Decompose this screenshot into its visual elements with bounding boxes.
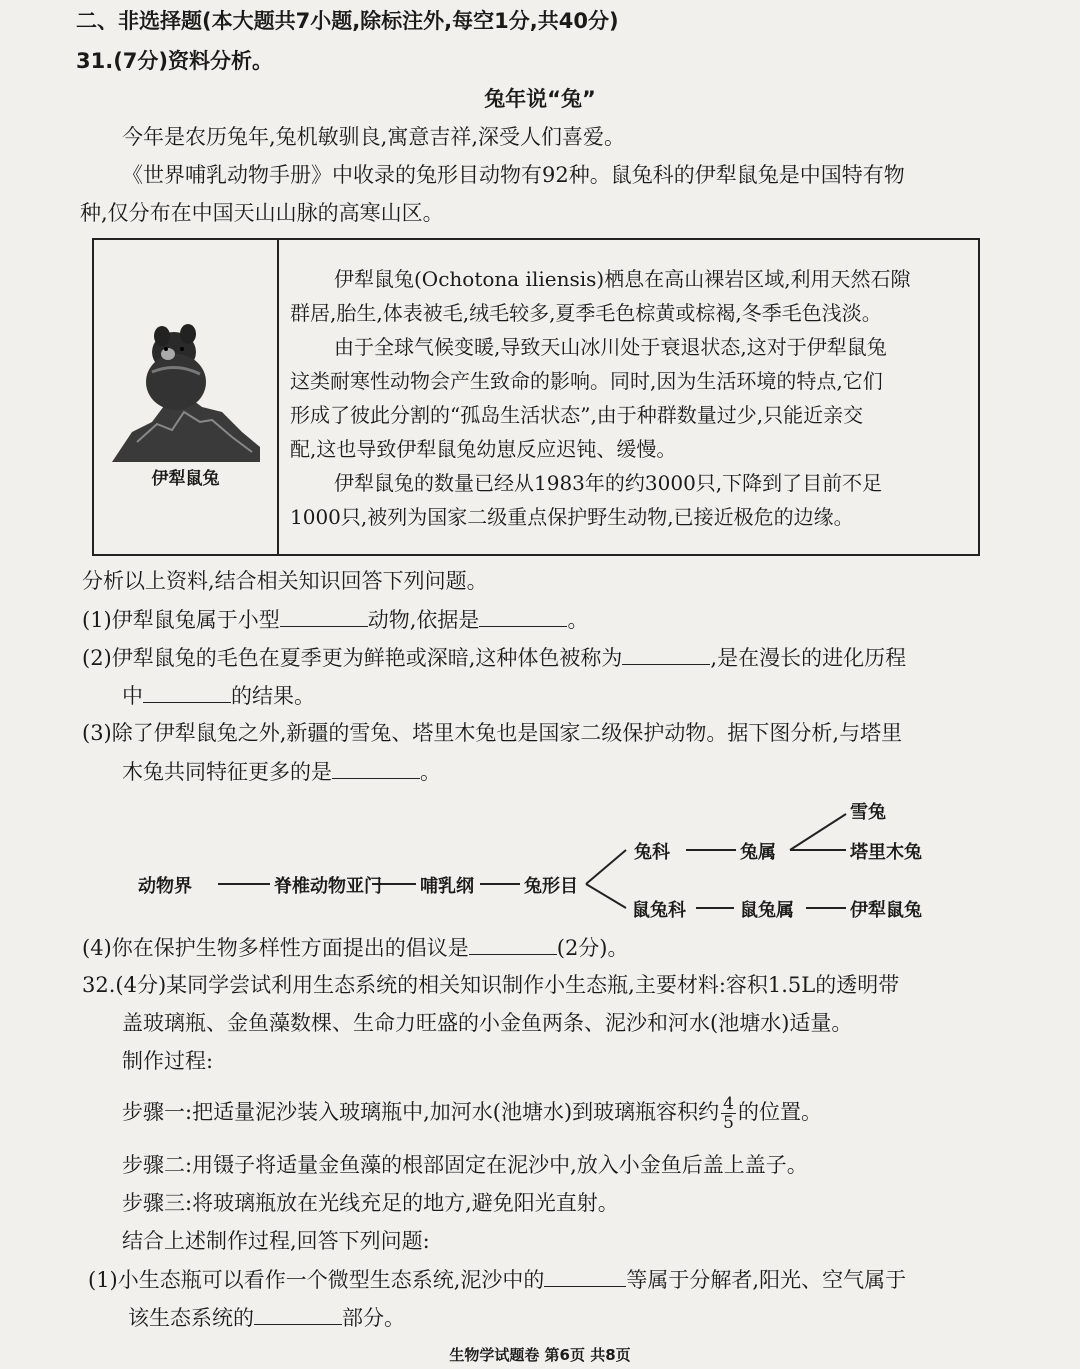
tree-node-family-2: 鼠兔科 (632, 900, 686, 921)
answer-blank[interactable] (544, 1264, 626, 1287)
paragraph-2-line-1: 《世界哺乳动物手册》中收录的兔形目动物有92种。鼠兔科的伊犁鼠兔是中国特有物 (122, 163, 905, 187)
answer-blank[interactable] (280, 604, 368, 627)
box-line-4: 这类耐寒性动物会产生致命的影响。同时,因为生活环境的特点,它们 (290, 369, 883, 393)
pika-caption: 伊犁鼠兔 (151, 469, 220, 489)
answer-blank[interactable] (622, 642, 710, 665)
question-31-1: (1)伊犁鼠兔属于小型 动物,依据是 。 (82, 604, 588, 635)
step-3: 步骤三:将玻璃瓶放在光线充足的地方,避免阳光直射。 (122, 1191, 619, 1215)
answer-blank[interactable] (143, 680, 231, 703)
question-32-heading-line-1: 32.(4分)某同学尝试利用生态系统的相关知识制作小生态瓶,主要材料:容积1.5L的透明带 (82, 973, 900, 997)
box-line-2: 群居,胎生,体表被毛,绒毛较多,夏季毛色棕黄或棕褐,冬季毛色浅淡。 (290, 301, 882, 325)
answer-blank[interactable] (254, 1302, 342, 1325)
tree-node-class: 哺乳纲 (420, 876, 474, 897)
tree-node-species-1a: 雪兔 (850, 802, 886, 823)
paragraph-1: 今年是农历兔年,兔机敏驯良,寓意吉祥,深受人们喜爱。 (122, 125, 626, 149)
question-31-3-line-1: (3)除了伊犁鼠兔之外,新疆的雪兔、塔里木兔也是国家二级保护动物。据下图分析,与塔里 (82, 721, 903, 745)
box-line-1: 伊犁鼠兔(Ochotona iliensis)栖息在高山裸岩区域,利用天然石隙 (334, 267, 911, 291)
tree-node-species-2: 伊犁鼠兔 (850, 900, 922, 921)
answer-blank[interactable] (469, 932, 557, 955)
article-title: 兔年说“兔” (484, 87, 596, 111)
fraction: $\frac{4}{5}$ (723, 1094, 734, 1133)
question-31-2-line-1: (2)伊犁鼠兔的毛色在夏季更为鲜艳或深暗,这种体色被称为 ,是在漫长的进化历程 (82, 642, 906, 673)
info-box (92, 238, 980, 556)
question-31-4: (4)你在保护生物多样性方面提出的倡议是 (2分)。 (82, 932, 629, 963)
section-title: 二、非选择题(本大题共7小题,除标注外,每空1分,共40分) (76, 9, 619, 33)
box-divider (277, 240, 279, 554)
box-line-8: 1000只,被列为国家二级重点保护野生动物,已接近极危的边缘。 (290, 505, 854, 529)
questions-intro: 分析以上资料,结合相关知识回答下列问题。 (82, 569, 488, 593)
tree-node-genus-1: 兔属 (740, 842, 776, 863)
question-32-1-line-2: 该生态系统的 部分。 (128, 1302, 405, 1333)
box-line-3: 由于全球气候变暖,导致天山冰川处于衰退状态,这对于伊犁鼠兔 (334, 335, 887, 359)
tree-lines (130, 790, 950, 930)
tree-node-family-1: 兔科 (634, 842, 670, 863)
answer-blank[interactable] (332, 756, 420, 779)
question-32-1-line-1: (1)小生态瓶可以看作一个微型生态系统,泥沙中的 等属于分解者,阳光、空气属于 (88, 1264, 906, 1295)
tree-node-order: 兔形目 (524, 876, 578, 897)
classification-tree (130, 790, 950, 930)
tree-node-genus-2: 鼠兔属 (740, 900, 794, 921)
tree-node-species-1b: 塔里木兔 (850, 842, 922, 863)
answer-blank[interactable] (479, 604, 567, 627)
combine-instruction: 结合上述制作过程,回答下列问题: (122, 1229, 430, 1253)
box-line-7: 伊犁鼠兔的数量已经从1983年的约3000只,下降到了目前不足 (334, 471, 883, 495)
question-31-2-line-2: 中 的结果。 (122, 680, 315, 711)
question-32-heading-line-2: 盖玻璃瓶、金鱼藻数棵、生命力旺盛的小金鱼两条、泥沙和河水(池塘水)适量。 (122, 1011, 853, 1035)
question-31-heading: 31.(7分)资料分析。 (76, 49, 274, 73)
step-2: 步骤二:用镊子将适量金鱼藻的根部固定在泥沙中,放入小金鱼后盖上盖子。 (122, 1153, 808, 1177)
question-31-3-line-2: 木兔共同特征更多的是 。 (122, 756, 441, 787)
paragraph-2-line-2: 种,仅分布在中国天山山脉的高寒山区。 (80, 201, 444, 225)
process-label: 制作过程: (122, 1049, 214, 1073)
tree-node-kingdom: 动物界 (138, 876, 192, 897)
box-line-5: 形成了彼此分割的“孤岛生活状态”,由于种群数量过少,只能近亲交 (290, 403, 864, 427)
pika-photo (112, 312, 260, 462)
box-line-6: 配,这也导致伊犁鼠兔幼崽反应迟钝、缓慢。 (290, 437, 677, 461)
page-footer: 生物学试题卷 第6页 共8页 (449, 1346, 631, 1364)
tree-node-subphylum: 脊椎动物亚门 (274, 876, 382, 897)
step-1: 步骤一:把适量泥沙装入玻璃瓶中,加河水(池塘水)到玻璃瓶容积约 $\frac{4}{5}$ 的位置。 (122, 1094, 822, 1133)
